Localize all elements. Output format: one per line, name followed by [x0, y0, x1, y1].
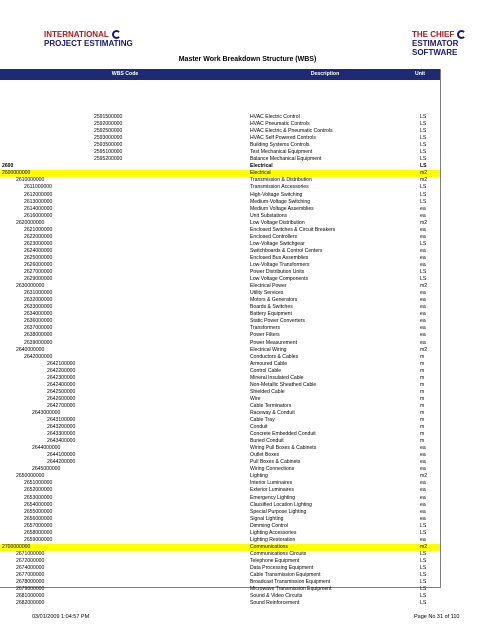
- table-header: [0, 69, 440, 80]
- table-row: [0, 551, 440, 558]
- wbs-description: Raceway & Conduit: [250, 409, 295, 416]
- wbs-description: Utility Services: [250, 290, 284, 297]
- wbs-unit: ea: [420, 332, 426, 339]
- wbs-code: 2644200000: [47, 459, 76, 466]
- wbs-description: HVAC Self Powered Controls: [250, 135, 316, 142]
- wbs-description: Enclosed Controllers: [250, 233, 297, 240]
- wbs-unit: LS: [420, 156, 427, 163]
- table-row: [0, 192, 440, 199]
- wbs-code: 2636000000: [24, 318, 53, 325]
- table-row: [0, 248, 440, 255]
- table-row: [0, 114, 440, 121]
- wbs-unit: LS: [420, 135, 427, 142]
- wbs-description: Outlet Boxes: [250, 452, 280, 459]
- table-row: [0, 431, 440, 438]
- wbs-description: Balance Mechanical Equipment: [250, 156, 322, 163]
- wbs-description: Battery Equipment: [250, 311, 292, 318]
- wbs-code: 2634000000: [24, 311, 53, 318]
- wbs-description: Lighting Restoration: [250, 536, 296, 543]
- wbs-description: Interior Luminaires: [250, 480, 293, 487]
- table-row: [0, 586, 440, 593]
- logo-swoosh-icon: [112, 30, 121, 39]
- wbs-code: 2643100000: [47, 417, 76, 424]
- wbs-code: 2612000000: [24, 191, 53, 198]
- wbs-description: HVAC Pneumatic Controls: [250, 121, 310, 128]
- wbs-unit: LS: [420, 579, 427, 586]
- table-row: [0, 149, 440, 156]
- wbs-unit: m: [420, 367, 425, 374]
- wbs-unit: ea: [420, 247, 426, 254]
- wbs-unit: ea: [420, 226, 426, 233]
- wbs-code: 2613000000: [24, 198, 53, 205]
- wbs-unit: ea: [420, 261, 426, 268]
- wbs-description: Lighting Accessories: [250, 529, 297, 536]
- wbs-unit: LS: [420, 522, 427, 529]
- wbs-unit: LS: [420, 191, 427, 198]
- table-row: [0, 410, 440, 417]
- wbs-description: Medium-Voltage Switching: [250, 198, 311, 205]
- wbs-description: Non-Metallic Sheathed Cable: [250, 381, 317, 388]
- wbs-unit: m: [420, 353, 425, 360]
- wbs-description: Electrical Wiring: [250, 346, 287, 353]
- wbs-unit: LS: [420, 529, 427, 536]
- wbs-description: Motors & Generators: [250, 297, 298, 304]
- table-row: [0, 487, 440, 494]
- wbs-unit: ea: [420, 205, 426, 212]
- table-row: [0, 382, 440, 389]
- page-number: Page No 31 of 110: [414, 614, 460, 620]
- wbs-code: 2671000000: [16, 550, 45, 557]
- table-row: [0, 509, 440, 516]
- wbs-unit: m2: [420, 177, 428, 184]
- company-logo-left: [44, 30, 133, 48]
- column-header-code: WBS Code: [111, 71, 139, 77]
- wbs-description: Signal Lighting: [250, 515, 284, 522]
- wbs-description: Electrical Power: [250, 283, 287, 290]
- wbs-description: Data Processing Equipment: [250, 565, 314, 571]
- wbs-unit: LS: [420, 184, 427, 191]
- wbs-description: Concrete Embedded Conduit: [250, 431, 316, 438]
- table-row: [0, 424, 440, 431]
- table-row: [0, 361, 440, 368]
- table-row: [0, 255, 440, 262]
- wbs-description: Broadcast Transmission Equipment: [250, 579, 331, 586]
- wbs-code: 2595200000: [94, 156, 123, 163]
- table-row: [0, 227, 440, 234]
- wbs-code: 2677000000: [16, 572, 45, 579]
- table-row: [0, 199, 440, 206]
- wbs-code: 2625000000: [24, 254, 53, 261]
- wbs-code: 2654000000: [24, 501, 53, 508]
- table-row: [0, 332, 440, 339]
- wbs-unit: m: [420, 388, 425, 395]
- wbs-code: 2642300000: [47, 374, 76, 381]
- table-row: [0, 234, 440, 241]
- wbs-description: Conductors & Cables: [250, 353, 299, 360]
- wbs-unit: LS: [420, 269, 427, 276]
- wbs-code: 2642100000: [47, 360, 76, 367]
- table-row: [0, 121, 440, 128]
- wbs-code: 2592000000: [94, 121, 123, 128]
- wbs-description: Classified Location Lighting: [250, 501, 313, 508]
- table-row: [0, 466, 440, 473]
- wbs-description: Enclosed Switches & Circuit Breakers: [250, 226, 336, 233]
- company-logo-right: [412, 30, 495, 57]
- wbs-unit: ea: [420, 452, 426, 459]
- wbs-unit: ea: [420, 233, 426, 240]
- wbs-unit: LS: [420, 572, 427, 579]
- wbs-code: 2658000000: [24, 529, 53, 536]
- wbs-code: 2621000000: [24, 226, 53, 233]
- wbs-unit: LS: [420, 593, 427, 600]
- wbs-unit: ea: [420, 311, 426, 318]
- wbs-unit: m: [420, 374, 425, 381]
- wbs-description: Low Voltage Distribution: [250, 219, 305, 226]
- wbs-code: 2592500000: [94, 128, 123, 135]
- wbs-unit: LS: [420, 600, 427, 607]
- wbs-description: Medium Voltage Assemblies: [250, 205, 314, 212]
- wbs-code: 2642000000: [24, 353, 53, 360]
- wbs-description: Low-Voltage Transformers: [250, 261, 310, 268]
- wbs-unit: ea: [420, 466, 426, 473]
- wbs-code: 2644100000: [47, 452, 76, 459]
- wbs-unit: ea: [420, 508, 426, 515]
- table-row: [0, 502, 440, 509]
- wbs-unit: m: [420, 381, 425, 388]
- wbs-unit: LS: [420, 121, 427, 128]
- wbs-code: 2626000000: [24, 261, 53, 268]
- table-row: [0, 213, 440, 220]
- wbs-code: 2630000000: [16, 283, 45, 290]
- table-row: [0, 495, 440, 502]
- wbs-code: 2643300000: [47, 431, 76, 438]
- table-row: [0, 220, 440, 227]
- wbs-code: 2640000000: [16, 346, 45, 353]
- wbs-description: Telephone Equipment: [250, 557, 300, 564]
- table-row: [0, 593, 440, 600]
- table-row: [0, 368, 440, 375]
- wbs-unit: ea: [420, 325, 426, 332]
- wbs-description: Conduit: [250, 424, 268, 431]
- wbs-code: 2642700000: [47, 402, 76, 409]
- wbs-description: HVAC Electric Control: [250, 114, 300, 120]
- wbs-unit: ea: [420, 318, 426, 325]
- wbs-description: Transformers: [250, 325, 281, 332]
- wbs-description: HVAC Electric & Pneumatic Controls: [250, 128, 333, 135]
- table-row: [0, 544, 440, 551]
- table-row: [0, 325, 440, 332]
- wbs-code: 2652000000: [24, 487, 53, 494]
- wbs-unit: LS: [420, 550, 427, 557]
- table-row: [0, 318, 440, 325]
- wbs-code: 2631000000: [24, 290, 53, 297]
- wbs-unit: m: [420, 431, 425, 438]
- wbs-code: 2620000000: [16, 219, 45, 226]
- wbs-description: Test Mechanical Equipment: [250, 149, 313, 156]
- table-row: [0, 565, 440, 572]
- wbs-code: 2600: [2, 163, 14, 170]
- wbs-unit: LS: [420, 240, 427, 247]
- wbs-unit: LS: [420, 163, 427, 170]
- wbs-unit: LS: [420, 142, 427, 149]
- wbs-unit: m2: [420, 219, 428, 226]
- wbs-code: 2674000000: [16, 565, 45, 571]
- table-row: [0, 304, 440, 311]
- wbs-description: Transmission Accessories: [250, 184, 309, 191]
- wbs-unit: LS: [420, 198, 427, 205]
- table-row: [0, 375, 440, 382]
- table-row: [0, 170, 440, 177]
- wbs-code: 2591500000: [94, 114, 123, 120]
- table-row: [0, 177, 440, 184]
- wbs-unit: LS: [420, 128, 427, 135]
- wbs-description: Special Purpose Lighting: [250, 508, 307, 515]
- table-row: [0, 452, 440, 459]
- wbs-description: Transmission & Distribution: [250, 177, 312, 184]
- wbs-unit: ea: [420, 480, 426, 487]
- wbs-code: 2659000000: [24, 536, 53, 543]
- wbs-description: Building Systems Controls: [250, 142, 310, 149]
- wbs-code: 2629000000: [24, 276, 53, 283]
- wbs-code: 2651000000: [24, 480, 53, 487]
- wbs-description: Low-Voltage Switchgear: [250, 240, 305, 247]
- wbs-unit: LS: [420, 114, 427, 120]
- wbs-unit: LS: [420, 149, 427, 156]
- wbs-code: 2682000000: [16, 600, 45, 607]
- logo-left-line1: INTERNATIONAL: [44, 30, 109, 39]
- wbs-unit: m: [420, 360, 425, 367]
- wbs-code: 2643000000: [32, 409, 61, 416]
- table-row: [0, 459, 440, 466]
- table-body-top: [0, 80, 440, 163]
- wbs-description: Microwave Transmission Equipment: [250, 586, 332, 593]
- wbs-code: 2622000000: [24, 233, 53, 240]
- wbs-code: 2642400000: [47, 381, 76, 388]
- table-row: [0, 163, 440, 170]
- table-row: [0, 276, 440, 283]
- wbs-code: 2657000000: [24, 522, 53, 529]
- table-row: [0, 396, 440, 403]
- wbs-code: 2624000000: [24, 247, 53, 254]
- wbs-code: 2616000000: [24, 212, 53, 219]
- wbs-unit: ea: [420, 212, 426, 219]
- wbs-description: Power Measurement: [250, 339, 297, 346]
- wbs-unit: ea: [420, 515, 426, 522]
- table-row: [0, 135, 440, 142]
- wbs-code: 2681000000: [16, 593, 45, 600]
- wbs-unit: m: [420, 438, 425, 445]
- wbs-code: 2600000000: [2, 170, 31, 177]
- wbs-code: 2595100000: [94, 149, 123, 156]
- wbs-description: Exterior Luminaires: [250, 487, 294, 494]
- wbs-code: 2678000000: [16, 579, 45, 586]
- wbs-description: Wiring Connections: [250, 466, 295, 473]
- wbs-unit: ea: [420, 501, 426, 508]
- wbs-unit: ea: [420, 290, 426, 297]
- wbs-code: 2610000000: [16, 177, 45, 184]
- wbs-code: 2614000000: [24, 205, 53, 212]
- table-row: [0, 156, 440, 163]
- wbs-code: 2642600000: [47, 395, 76, 402]
- page-title: Master Work Breakdown Structure (WBS): [178, 56, 317, 63]
- wbs-code: 2639000000: [24, 339, 53, 346]
- wbs-code: 2637000000: [24, 325, 53, 332]
- table-row: [0, 340, 440, 347]
- wbs-description: Sound Reinforcement: [250, 600, 300, 607]
- wbs-unit: m2: [420, 170, 428, 177]
- logo-swoosh-icon: [457, 30, 466, 39]
- logo-right-line2: ESTIMATOR SOFTWARE: [412, 39, 459, 57]
- wbs-description: Armoured Cable: [250, 360, 288, 367]
- wbs-description: Cable Tray: [250, 417, 275, 424]
- wbs-code: 2655000000: [24, 508, 53, 515]
- table-row: [0, 600, 440, 607]
- wbs-unit: ea: [420, 304, 426, 311]
- wbs-description: Lighting: [250, 473, 268, 480]
- wbs-code: 2632000000: [24, 297, 53, 304]
- table-row: [0, 523, 440, 530]
- column-header-description: Description: [310, 71, 340, 77]
- wbs-unit: ea: [420, 339, 426, 346]
- wbs-description: Electrical: [250, 170, 271, 177]
- table-row: [0, 480, 440, 487]
- table-row: [0, 347, 440, 354]
- wbs-unit: m2: [420, 283, 428, 290]
- wbs-unit: m2: [420, 543, 428, 550]
- wbs-code: 2638000000: [24, 332, 53, 339]
- wbs-description: Cable Transmission Equipment: [250, 572, 321, 579]
- wbs-code: 2627000000: [24, 269, 53, 276]
- wbs-description: Pull Boxes & Cabinets: [250, 459, 301, 466]
- wbs-unit: ea: [420, 487, 426, 494]
- wbs-unit: m: [420, 402, 425, 409]
- table-row: [0, 297, 440, 304]
- wbs-code: 2611000000: [24, 184, 52, 191]
- wbs-description: Shielded Cable: [250, 388, 285, 395]
- wbs-unit: m: [420, 409, 425, 416]
- table-row: [0, 128, 440, 135]
- wbs-unit: ea: [420, 459, 426, 466]
- wbs-unit: LS: [420, 586, 427, 593]
- table-row: [0, 473, 440, 480]
- wbs-code: 2593000000: [94, 135, 123, 142]
- table-row: [0, 417, 440, 424]
- wbs-description: Power Distribution Units: [250, 269, 305, 276]
- wbs-code: 2623000000: [24, 240, 53, 247]
- table-row: [0, 262, 440, 269]
- table-row: [0, 445, 440, 452]
- table-row: [0, 438, 440, 445]
- wbs-code: 2656000000: [24, 515, 53, 522]
- table-row: [0, 572, 440, 579]
- wbs-code: 2653000000: [24, 494, 53, 501]
- wbs-description: Unit Substations: [250, 212, 288, 219]
- wbs-description: Emergency Lighting: [250, 494, 296, 501]
- wbs-unit: m2: [420, 473, 428, 480]
- table-row: [0, 241, 440, 248]
- wbs-code: 2700000000: [2, 543, 31, 550]
- table-row: [0, 290, 440, 297]
- wbs-unit: LS: [420, 565, 427, 571]
- wbs-description: Control Cable: [250, 367, 282, 374]
- wbs-description: Communications: [250, 543, 288, 550]
- wbs-code: 2642500000: [47, 388, 76, 395]
- print-timestamp: 03/01/2009 1:04:57 PM: [32, 614, 90, 620]
- table-row: [0, 537, 440, 544]
- wbs-code: 2679000000: [16, 586, 45, 593]
- column-header-unit: Unit: [414, 71, 426, 77]
- wbs-code: 2650000000: [16, 473, 45, 480]
- wbs-description: Power Filters: [250, 332, 280, 339]
- wbs-code: 2643200000: [47, 424, 76, 431]
- table-row: [0, 184, 440, 191]
- wbs-description: Mineral Insulated Cable: [250, 374, 304, 381]
- table-row: [0, 206, 440, 213]
- table-row: [0, 403, 440, 410]
- wbs-unit: m: [420, 424, 425, 431]
- table-row: [0, 142, 440, 149]
- table-row: [0, 516, 440, 523]
- logo-left-line2: PROJECT ESTIMATING: [44, 39, 133, 48]
- table-row: [0, 579, 440, 586]
- table-row: [0, 311, 440, 318]
- logo-right-line1: THE CHIEF: [412, 30, 455, 39]
- table-row: [0, 354, 440, 361]
- wbs-unit: ea: [420, 254, 426, 261]
- table-row: [0, 558, 440, 565]
- table-row: [0, 389, 440, 396]
- wbs-unit: LS: [420, 276, 427, 283]
- wbs-description: Wiring Pull Boxes & Cabinets: [250, 445, 317, 452]
- table-body: [0, 163, 440, 607]
- wbs-code: 2593500000: [94, 142, 123, 149]
- wbs-description: Electrical: [250, 163, 273, 170]
- wbs-unit: ea: [420, 445, 426, 452]
- wbs-unit: ea: [420, 494, 426, 501]
- wbs-unit: ea: [420, 297, 426, 304]
- wbs-description: Communications Circuits: [250, 550, 307, 557]
- wbs-unit: LS: [420, 557, 427, 564]
- wbs-description: Dimming Control: [250, 522, 288, 529]
- wbs-code: 2642200000: [47, 367, 76, 374]
- wbs-unit: m: [420, 417, 425, 424]
- wbs-description: Boards & Switches: [250, 304, 293, 311]
- wbs-description: Switchboards & Control Centers: [250, 247, 323, 254]
- wbs-code: 2672000000: [16, 557, 45, 564]
- wbs-description: Buried Conduit: [250, 438, 284, 445]
- wbs-unit: ea: [420, 536, 426, 543]
- wbs-description: Enclosed Bus Assemblies: [250, 254, 309, 261]
- wbs-code: 2644000000: [32, 445, 61, 452]
- wbs-code: 2645000000: [32, 466, 61, 473]
- wbs-unit: m: [420, 395, 425, 402]
- wbs-description: High-Voltage Switching: [250, 191, 303, 198]
- wbs-code: 2633000000: [24, 304, 53, 311]
- wbs-table: [0, 69, 441, 607]
- wbs-description: Sound & Video Circuits: [250, 593, 303, 600]
- wbs-unit: m2: [420, 346, 428, 353]
- wbs-code: 2643400000: [47, 438, 76, 445]
- wbs-description: Low Voltage Components: [250, 276, 309, 283]
- wbs-description: Wire: [250, 395, 261, 402]
- table-row: [0, 269, 440, 276]
- table-row: [0, 530, 440, 537]
- wbs-description: Cable Terminators: [250, 402, 292, 409]
- table-row: [0, 283, 440, 290]
- wbs-description: Static Power Converters: [250, 318, 305, 325]
